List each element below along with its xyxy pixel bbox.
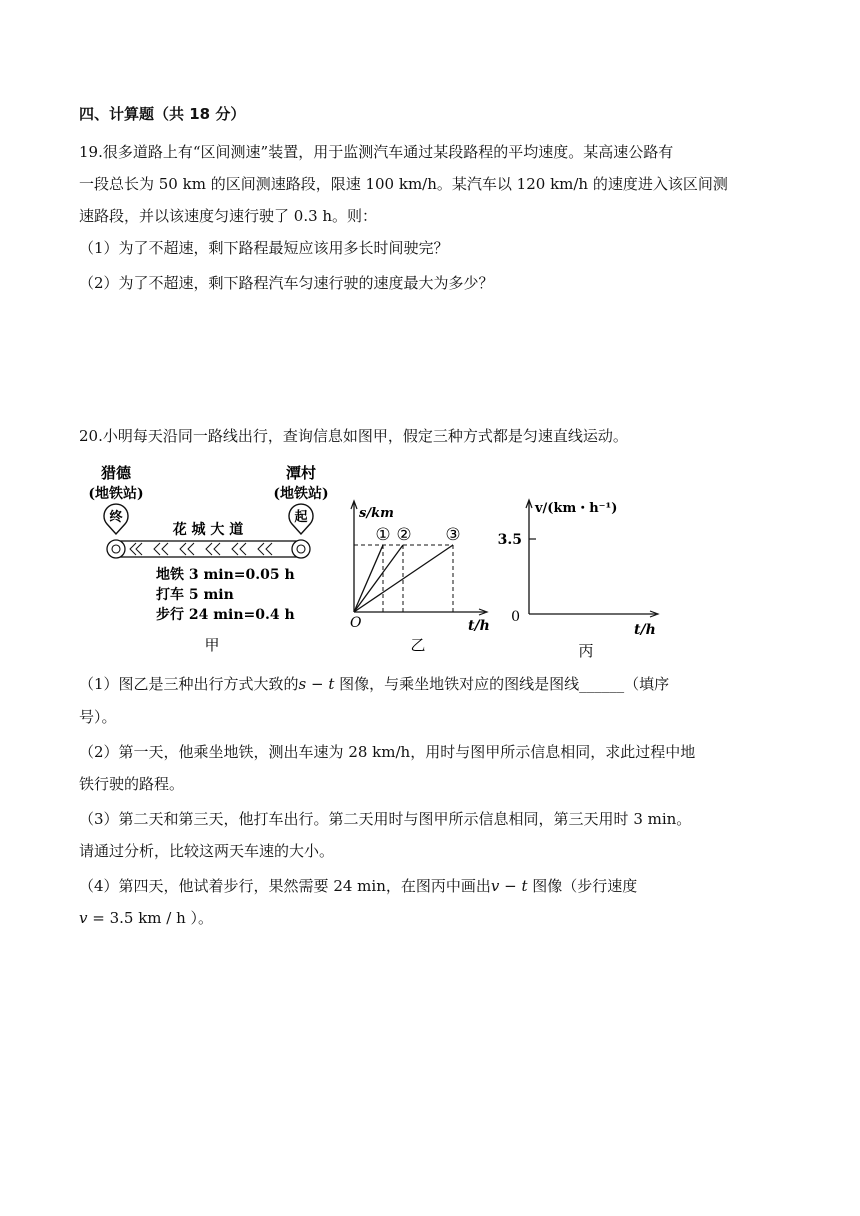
section-title: 四、计算题（共 18 分）	[79, 105, 246, 123]
right-station-name: 潭村	[285, 464, 317, 482]
caption-jia: 甲	[204, 636, 220, 654]
line-label-3: ③	[445, 525, 461, 545]
info-taxi: 打车 5 min	[156, 587, 234, 603]
bing-origin: 0	[511, 609, 520, 625]
road-icon	[107, 540, 310, 558]
q20-sub-2-line-1: （2）第一天，他乘坐地铁，测出车速为 28 km/h，用时与图甲所示信息相同，求此过程中地	[79, 743, 696, 761]
q19-sub-1: （1）为了不超速，剩下路程最短应该用多长时间驶完？	[79, 239, 449, 257]
start-pin-icon	[289, 504, 313, 534]
right-station-type: (地铁站)	[273, 486, 329, 502]
info-subway: 地铁 3 min=0.05 h	[156, 567, 295, 583]
bing-ylabel: v/(km・h⁻¹)	[535, 501, 618, 516]
yi-ylabel: s/km	[359, 506, 394, 521]
figure-bing	[497, 490, 668, 662]
q19-line-2: 一段总长为 50 km 的区间测速路段，限速 100 km/h。某汽车以 120 km/h 的速度进入该区间测	[79, 175, 728, 193]
line-label-2: ②	[396, 525, 412, 545]
q19-sub-2: （2）为了不超速，剩下路程汽车匀速行驶的速度最大为多少？	[79, 274, 494, 292]
q19-line-1: 19.很多道路上有“区间测速”装置，用于监测汽车通过某段路程的平均速度。某高速公路有	[79, 143, 674, 161]
figure-jia	[76, 458, 346, 658]
q20-intro: 20.小明每天沿同一路线出行，查询信息如图甲，假定三种方式都是匀速直线运动。	[79, 427, 628, 445]
caption-bing: 丙	[578, 642, 594, 660]
left-station-type: (地铁站)	[88, 486, 144, 502]
q19-line-3: 速路段，并以该速度匀速行驶了 0.3 h。则：	[79, 207, 378, 225]
q20-sub-3-line-2: 请通过分析，比较这两天车速的大小。	[79, 842, 335, 860]
q20-sub-2-line-2: 铁行驶的路程。	[79, 775, 185, 793]
end-pin-icon	[104, 504, 128, 534]
q20-sub-4-line-2: v = 3.5 km / h ）。	[79, 909, 214, 927]
info-walk: 步行 24 min=0.4 h	[156, 607, 295, 623]
start-marker: 起	[294, 510, 308, 525]
road-name: 花 城 大 道	[172, 522, 244, 538]
q20-sub-4-line-1: （4）第四天，他试着步行，果然需要 24 min，在图丙中画出v − t 图像（步行速度	[79, 877, 638, 895]
left-station-name: 猎德	[100, 464, 132, 482]
yi-origin: O	[350, 615, 362, 631]
line-label-1: ①	[375, 525, 391, 545]
end-marker: 终	[109, 510, 123, 525]
bing-ytick: 3.5	[497, 532, 522, 548]
yi-xlabel: t/h	[468, 618, 490, 634]
figure-yi	[345, 495, 495, 660]
q20-sub-3-line-1: （3）第二天和第三天，他打车出行。第二天用时与图甲所示信息相同，第三天用时 3 min。	[79, 810, 692, 828]
q20-sub-1-line-1: （1）图乙是三种出行方式大致的s − t 图像，与乘坐地铁对应的图线是图线______（填序	[79, 675, 670, 693]
caption-yi: 乙	[410, 636, 426, 654]
q20-sub-1-line-2: 号）。	[79, 708, 117, 726]
bing-xlabel: t/h	[634, 622, 656, 638]
